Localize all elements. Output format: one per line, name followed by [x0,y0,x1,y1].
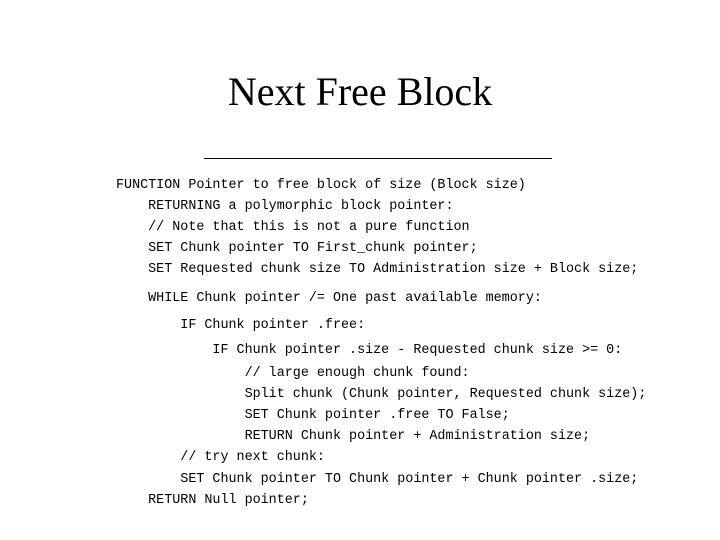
code-line: SET Chunk pointer .free TO False; [116,408,510,423]
code-line: RETURNING a polymorphic block pointer: [116,199,454,214]
slide-title: Next Free Block [227,69,493,114]
code-line: // large enough chunk found: [116,366,470,381]
code-line: RETURN Chunk pointer + Administration size; [116,429,591,444]
code-line: SET Requested chunk size TO Administration size + Block size; [116,262,639,277]
code-line: IF Chunk pointer .size - Requested chunk size >= 0: [116,343,623,358]
code-line: WHILE Chunk pointer /= One past available memory: [116,291,542,306]
code-line: Split chunk (Chunk pointer, Requested chunk size); [116,387,647,402]
code-line: SET Chunk pointer TO Chunk pointer + Chunk pointer .size; [116,472,639,487]
code-line: FUNCTION Pointer to free block of size (Block size) [116,178,526,193]
code-line: // Note that this is not a pure function [116,220,470,235]
code-line: SET Chunk pointer TO First_chunk pointer; [116,241,478,256]
title-divider [204,158,552,159]
code-line: // try next chunk: [116,450,325,465]
code-line: RETURN Null pointer; [116,493,309,508]
code-line: IF Chunk pointer .free: [116,318,366,333]
